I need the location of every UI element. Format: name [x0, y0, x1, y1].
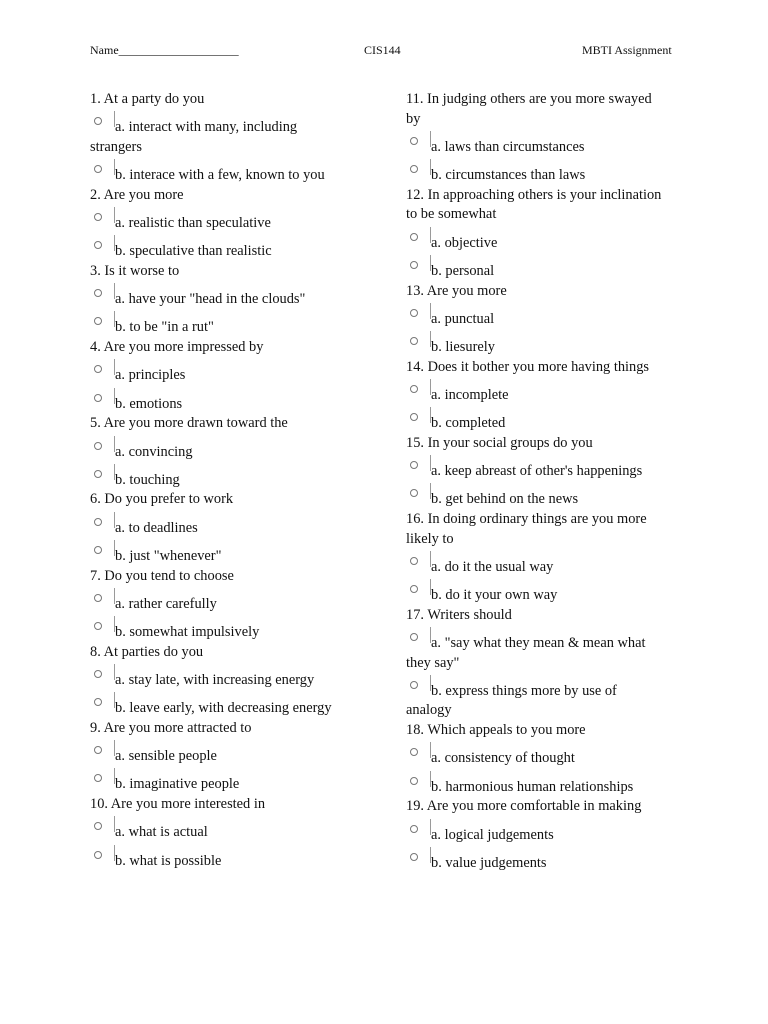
radio-button-icon[interactable] [410, 825, 418, 833]
question-text [406, 90, 696, 129]
answer-option-a[interactable] [406, 634, 696, 673]
text-cursor-bar [430, 303, 431, 319]
answer-option-a[interactable] [90, 366, 390, 386]
answer-option-b[interactable] [406, 854, 696, 874]
text-cursor-bar [114, 740, 115, 756]
radio-button-icon[interactable] [410, 385, 418, 393]
option-label: a. logical judgements [431, 826, 554, 843]
radio-button-icon[interactable] [94, 117, 102, 125]
radio-button-icon[interactable] [410, 337, 418, 345]
answer-option-b[interactable] [406, 778, 696, 798]
option-label: a. what is actual [115, 824, 208, 841]
question-text [406, 186, 696, 225]
answer-option-b[interactable] [406, 166, 696, 186]
question-line: 5. Are you more drawn toward the [90, 415, 288, 432]
answer-option-a[interactable] [406, 310, 696, 330]
question-line: 1. At a party do you [90, 91, 205, 107]
name-field-label: Name____________________ [90, 43, 239, 57]
radio-button-icon[interactable] [410, 853, 418, 861]
course-code: CIS144 [364, 43, 401, 57]
option-label: a. "say what they mean & mean what [431, 635, 646, 651]
question-line: 2. Are you more [90, 186, 184, 203]
answer-option-a[interactable] [90, 595, 390, 615]
text-cursor-bar [114, 159, 115, 175]
answer-option-a[interactable] [90, 671, 390, 691]
question-line: 13. Are you more [406, 282, 507, 299]
answer-option-b[interactable] [90, 547, 390, 567]
question-text [90, 795, 390, 815]
radio-button-icon[interactable] [410, 461, 418, 469]
radio-button-icon[interactable] [94, 213, 102, 221]
option-label: b. speculative than realistic [115, 243, 272, 260]
question-text [90, 719, 390, 739]
text-cursor-bar [114, 616, 115, 632]
option-label: b. leave early, with decreasing energy [115, 700, 332, 717]
radio-button-icon[interactable] [94, 774, 102, 782]
option-label: a. laws than circumstances [431, 138, 585, 155]
option-label: a. objective [431, 234, 498, 251]
text-cursor-bar [114, 816, 115, 832]
question-line: 6. Do you prefer to work [90, 491, 234, 508]
text-cursor-bar [114, 283, 115, 299]
radio-button-icon[interactable] [94, 394, 102, 402]
text-cursor-bar [114, 540, 115, 556]
answer-option-a[interactable] [406, 749, 696, 769]
answer-option-b[interactable] [90, 471, 390, 491]
radio-button-icon[interactable] [94, 241, 102, 249]
text-cursor-bar [430, 579, 431, 595]
answer-option-a[interactable] [406, 462, 696, 482]
text-cursor-bar [114, 768, 115, 784]
radio-button-icon[interactable] [94, 165, 102, 173]
option-label: a. do it the usual way [431, 558, 554, 575]
text-cursor-bar [114, 235, 115, 251]
radio-button-icon[interactable] [410, 261, 418, 269]
question-line: 18. Which appeals to you more [406, 722, 586, 739]
text-cursor-bar [430, 159, 431, 175]
option-label: b. completed [431, 415, 506, 432]
answer-option-a[interactable] [406, 138, 696, 158]
radio-button-icon[interactable] [410, 309, 418, 317]
text-cursor-bar [114, 111, 115, 127]
answer-option-a[interactable] [90, 214, 390, 234]
text-cursor-bar [430, 379, 431, 395]
answer-option-a[interactable] [90, 519, 390, 539]
option-label: b. interace with a few, known to you [115, 167, 325, 184]
answer-option-a[interactable] [90, 443, 390, 463]
answer-option-b[interactable] [90, 852, 390, 872]
radio-button-icon[interactable] [410, 633, 418, 641]
option-label: b. circumstances than laws [431, 167, 586, 184]
option-label: b. express things more by use of [431, 682, 617, 699]
option-label: a. interact with many, including [115, 119, 298, 136]
question-line: 14. Does it bother you more having things [406, 358, 650, 375]
text-cursor-bar [430, 551, 431, 567]
question-text [406, 434, 696, 454]
answer-option-b[interactable] [90, 623, 390, 643]
question-text [90, 414, 390, 434]
text-cursor-bar [114, 207, 115, 223]
radio-button-icon[interactable] [94, 670, 102, 678]
answer-option-a[interactable] [90, 290, 390, 310]
question-line: 16. In doing ordinary things are you more [406, 510, 647, 527]
answer-option-a[interactable] [90, 118, 390, 157]
option-label: a. realistic than speculative [115, 215, 271, 232]
text-cursor-bar [430, 255, 431, 271]
radio-button-icon[interactable] [410, 413, 418, 421]
option-label-continued: strangers [90, 138, 142, 155]
answer-option-b[interactable] [90, 775, 390, 795]
question-text [406, 721, 696, 741]
radio-button-icon[interactable] [410, 489, 418, 497]
radio-button-icon[interactable] [94, 698, 102, 706]
radio-button-icon[interactable] [94, 442, 102, 450]
text-cursor-bar [430, 675, 431, 691]
option-label: b. imaginative people [115, 776, 240, 793]
text-cursor-bar [114, 311, 115, 327]
option-label: a. stay late, with increasing energy [115, 671, 315, 688]
radio-button-icon[interactable] [410, 165, 418, 173]
question-line: 12. In approaching others is your inclination [406, 186, 662, 203]
radio-button-icon[interactable] [94, 746, 102, 754]
option-label: b. just "whenever" [115, 547, 222, 564]
text-cursor-bar [430, 819, 431, 835]
radio-button-icon[interactable] [94, 317, 102, 325]
answer-option-a[interactable] [90, 823, 390, 843]
question-text [406, 797, 696, 817]
question-text [90, 567, 390, 587]
question-line: 17. Writers should [406, 606, 512, 623]
option-label: a. convincing [115, 443, 193, 460]
answer-option-b[interactable] [406, 338, 696, 358]
questions-left-column [90, 90, 390, 871]
option-label: b. somewhat impulsively [115, 624, 260, 641]
radio-button-icon[interactable] [410, 137, 418, 145]
answer-option-a[interactable] [406, 826, 696, 846]
radio-button-icon[interactable] [410, 681, 418, 689]
text-cursor-bar [114, 692, 115, 708]
radio-button-icon[interactable] [410, 748, 418, 756]
question-text [90, 90, 390, 110]
option-label-continued: they say" [406, 654, 460, 671]
answer-option-b[interactable] [406, 490, 696, 510]
question-line: 9. Are you more attracted to [90, 719, 252, 736]
question-line: 15. In your social groups do you [406, 434, 593, 451]
questions-right-column [406, 90, 696, 873]
radio-button-icon[interactable] [94, 289, 102, 297]
option-label: b. emotions [115, 395, 183, 412]
question-line: 10. Are you more interested in [90, 796, 266, 812]
text-cursor-bar [114, 664, 115, 680]
option-label: a. rather carefully [115, 595, 217, 612]
question-text [406, 358, 696, 378]
radio-button-icon[interactable] [94, 546, 102, 554]
question-text [406, 282, 696, 302]
radio-button-icon[interactable] [410, 233, 418, 241]
answer-option-b[interactable] [90, 242, 390, 262]
radio-button-icon[interactable] [94, 822, 102, 830]
radio-button-icon[interactable] [410, 557, 418, 565]
option-label: b. personal [431, 262, 495, 279]
option-label: a. keep abreast of other's happenings [431, 463, 643, 480]
radio-button-icon[interactable] [410, 585, 418, 593]
text-cursor-bar [430, 483, 431, 499]
radio-button-icon[interactable] [94, 518, 102, 526]
answer-option-b[interactable] [90, 395, 390, 415]
answer-option-b[interactable] [90, 166, 390, 186]
option-label: b. liesurely [431, 339, 495, 356]
text-cursor-bar [430, 742, 431, 758]
question-line: 3. Is it worse to [90, 262, 180, 279]
text-cursor-bar [114, 388, 115, 404]
question-text [90, 186, 390, 206]
radio-button-icon[interactable] [410, 777, 418, 785]
option-label: a. to deadlines [115, 519, 198, 536]
question-line: 7. Do you tend to choose [90, 567, 234, 584]
text-cursor-bar [114, 359, 115, 375]
text-cursor-bar [114, 464, 115, 480]
option-label: b. to be "in a rut" [115, 319, 214, 336]
option-label-continued: analogy [406, 702, 452, 719]
text-cursor-bar [114, 588, 115, 604]
question-text [406, 510, 696, 549]
option-label: b. get behind on the news [431, 491, 579, 508]
radio-button-icon[interactable] [94, 622, 102, 630]
text-cursor-bar [430, 131, 431, 147]
option-label: a. consistency of thought [431, 750, 575, 767]
answer-option-b[interactable] [90, 318, 390, 338]
assignment-title: MBTI Assignment [582, 43, 672, 57]
answer-option-a[interactable] [90, 747, 390, 767]
question-line: 4. Are you more impressed by [90, 339, 264, 356]
answer-option-b[interactable] [406, 682, 696, 721]
radio-button-icon[interactable] [94, 594, 102, 602]
option-label: b. value judgements [431, 854, 547, 871]
radio-button-icon[interactable] [94, 365, 102, 373]
question-text [90, 262, 390, 282]
answer-option-b[interactable] [406, 586, 696, 606]
option-label: b. touching [115, 471, 180, 488]
answer-option-a[interactable] [406, 386, 696, 406]
text-cursor-bar [114, 845, 115, 861]
option-label: a. punctual [431, 310, 495, 327]
answer-option-b[interactable] [90, 699, 390, 719]
answer-option-a[interactable] [406, 234, 696, 254]
radio-button-icon[interactable] [94, 851, 102, 859]
question-line: 19. Are you more comfortable in making [406, 798, 642, 815]
question-line: 8. At parties do you [90, 643, 204, 660]
text-cursor-bar [430, 407, 431, 423]
question-text [90, 490, 390, 510]
question-line: by [406, 110, 421, 127]
option-label: b. do it your own way [431, 587, 558, 604]
option-label: b. harmonious human relationships [431, 778, 634, 795]
page-header [0, 43, 768, 63]
text-cursor-bar [430, 847, 431, 863]
option-label: a. incomplete [431, 386, 509, 403]
answer-option-a[interactable] [406, 558, 696, 578]
text-cursor-bar [114, 512, 115, 528]
option-label: a. have your "head in the clouds" [115, 291, 306, 308]
text-cursor-bar [430, 331, 431, 347]
text-cursor-bar [430, 227, 431, 243]
option-label: b. what is possible [115, 852, 222, 869]
question-text [406, 606, 696, 626]
text-cursor-bar [430, 627, 431, 643]
question-text [90, 338, 390, 358]
question-line: 11. In judging others are you more swayed [406, 91, 652, 107]
question-line: likely to [406, 530, 454, 547]
question-line: to be somewhat [406, 206, 497, 223]
question-text [90, 643, 390, 663]
answer-option-b[interactable] [406, 414, 696, 434]
text-cursor-bar [430, 771, 431, 787]
text-cursor-bar [430, 455, 431, 471]
text-cursor-bar [114, 436, 115, 452]
option-label: a. principles [115, 367, 186, 384]
option-label: a. sensible people [115, 748, 217, 765]
answer-option-b[interactable] [406, 262, 696, 282]
radio-button-icon[interactable] [94, 470, 102, 478]
